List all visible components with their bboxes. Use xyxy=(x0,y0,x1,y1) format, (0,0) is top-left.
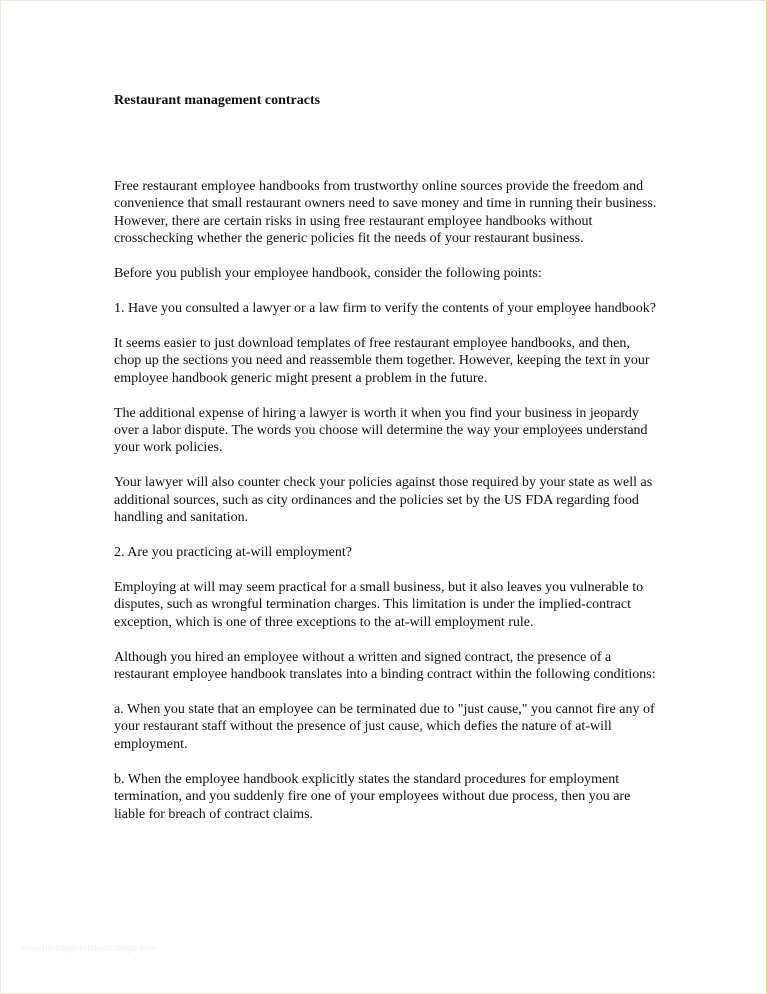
paragraph-point-1: 1. Have you consulted a lawyer or a law firm to verify the contents of your employee handbook? xyxy=(114,301,656,317)
paragraph-lawyer-check: Your lawyer will also counter check your policies against those required by your state as well as additional sources, such as city ordinances and the policies set by the US FDA regarding food handling and sanitation. xyxy=(114,475,653,526)
paragraph-condition-b: b. When the employee handbook explicitly states the standard procedures for employment termination, and you suddenly fire one of your employees without due process, then you are liable for breach of contract claims. xyxy=(114,771,631,822)
paragraph-condition-a: a. When you state that an employee can be terminated due to "just cause," you cannot fire any of your restaurant staff without the presence of just cause, which defies the nature of at-will employment. xyxy=(114,702,655,752)
paragraph-binding-contract: Although you hired an employee without a written and signed contract, the presence of a restaurant employee handbook translates into a binding contract within the following conditions: xyxy=(114,649,656,683)
paragraph-templates: It seems easier to just download templates of free restaurant employee handbooks, and then, chop up the sections you need and reassemble them together. However, keeping the text in your employee handbook generic might present a problem in the future. xyxy=(114,335,650,386)
paragraph-before-publish: Before you publish your employee handbook, consider the following points: xyxy=(114,266,542,282)
paragraph-point-2: 2. Are you practicing at-will employment? xyxy=(114,545,352,561)
paragraph-lawyer-expense: The additional expense of hiring a lawyer is worth it when you find your business in jeopardy over a labor dispute. The words you choose will determine the way your employees understand your work policies. xyxy=(114,405,648,456)
watermark-text: www.heritagechristiancollege.com xyxy=(21,943,157,953)
paragraph-intro: Free restaurant employee handbooks from trustworthy online sources provide the freedom and convenience that small restaurant owners need to save money and time in running their business. However, there are certain risks in using free restaurant employee handbooks without crosschecking whether the generic policies fit the needs of your restaurant business. xyxy=(114,179,657,247)
document-body xyxy=(114,178,659,840)
paragraph-at-will: Employing at will may seem practical for a small business, but it also leaves you vulnerable to disputes, such as wrongful termination charges. This limitation is under the implied-contract exception, which is one of three exceptions to the at-will employment rule. xyxy=(114,580,644,630)
document-title: Restaurant management contracts xyxy=(114,93,321,108)
